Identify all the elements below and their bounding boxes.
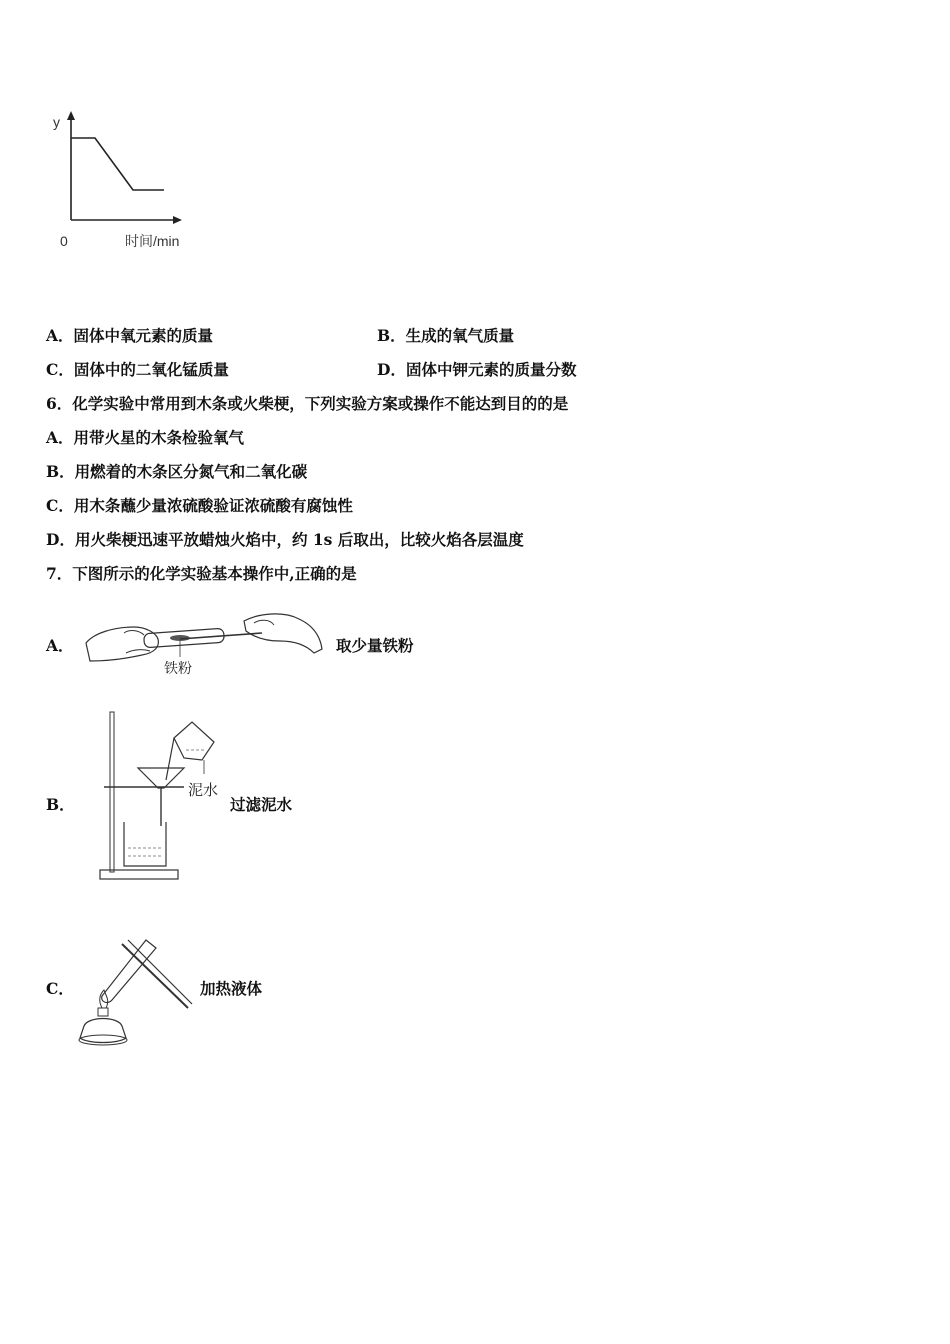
heating-liquid-illustration bbox=[72, 928, 197, 1053]
muddy-water-label: 泥水 bbox=[188, 782, 219, 799]
q7-option-b-caption: 过滤泥水 bbox=[230, 795, 293, 814]
filtration-apparatus-illustration bbox=[96, 710, 231, 885]
q5-option-a: A．固体中氧元素的质量 bbox=[46, 326, 214, 345]
q6-option-d: D．用火柴梗迅速平放蜡烛火焰中，约 1s 后取出，比较火焰各层温度 bbox=[46, 530, 524, 549]
q7-option-c-caption: 加热液体 bbox=[200, 979, 263, 998]
q6-option-a: A．用带火星的木条检验氧气 bbox=[46, 428, 245, 447]
q7-option-b-letter: B． bbox=[46, 795, 75, 814]
q6-option-b: B．用燃着的木条区分氮气和二氧化碳 bbox=[46, 462, 308, 481]
q7-option-a-caption: 取少量铁粉 bbox=[336, 636, 414, 655]
hands-test-tube-illustration bbox=[84, 605, 324, 680]
q5-option-c: C．固体中的二氧化锰质量 bbox=[46, 360, 229, 379]
origin-label: 0 bbox=[60, 233, 68, 249]
q7-stem: 7．下图所示的化学实验基本操作中,正确的是 bbox=[46, 564, 357, 583]
graph-curve bbox=[71, 138, 164, 190]
x-axis-label: 时间/min bbox=[125, 233, 180, 249]
y-axis-label: y bbox=[53, 114, 60, 130]
q5-option-d: D．固体中钾元素的质量分数 bbox=[377, 360, 577, 379]
q6-option-c: C．用木条蘸少量浓硫酸验证浓硫酸有腐蚀性 bbox=[46, 496, 353, 515]
q6-stem: 6．化学实验中常用到木条或火柴梗，下列实验方案或操作不能达到目的的是 bbox=[46, 394, 569, 413]
q7-option-a-letter: A． bbox=[46, 636, 74, 655]
iron-powder-label: 铁粉 bbox=[164, 660, 192, 676]
q7-option-c-letter: C． bbox=[46, 979, 74, 998]
q5-option-b: B．生成的氧气质量 bbox=[377, 326, 515, 345]
x-axis-arrow bbox=[173, 216, 182, 224]
line-graph bbox=[40, 105, 210, 255]
y-axis-arrow bbox=[67, 111, 75, 120]
